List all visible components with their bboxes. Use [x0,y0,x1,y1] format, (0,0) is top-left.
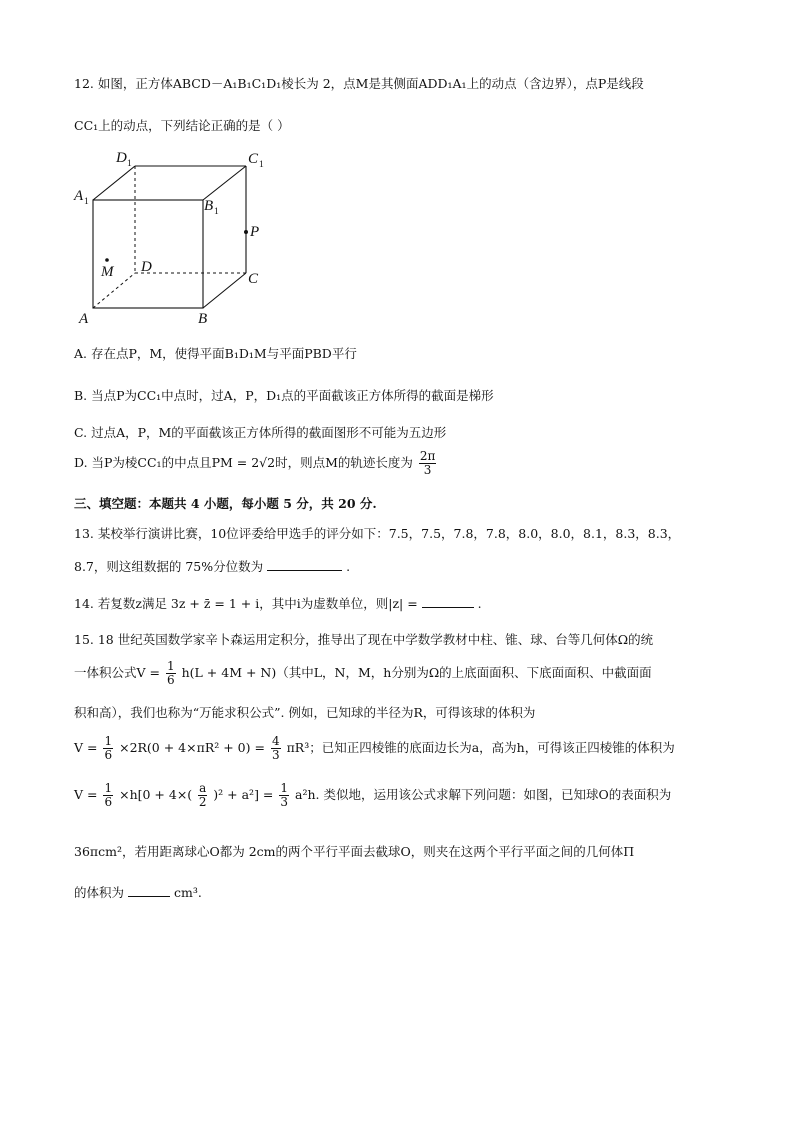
q15-line5-fraction2 [198,782,207,809]
fraction-numerator: 4 [271,734,280,748]
q15-line7-post: cm³. [173,885,202,900]
q15-line1: 15. 18 世纪英国数学家辛卜森运用定积分，推导出了现在中学数学教材中柱、锥、球、台等几何体Ω的统 [74,632,654,647]
cube-front-face [93,200,203,308]
q15-line5-pre: V = [74,787,98,802]
label-d1-sub: 1 [127,159,132,169]
q13-line1: 13. 某校举行演讲比赛，10位评委给甲选手的评分如下：7.5，7.5，7.8，7.8，8.0，8.0，8.1，8.3，8.3， [74,526,681,541]
fraction-numerator: 1 [280,781,289,795]
q12-option-d-text: D. 当P为棱CC₁的中点且PM = 2√2时，则点M的轨迹长度为 [74,455,413,470]
edge-b1c1 [203,166,246,200]
cube-figure [70,148,270,333]
fraction-numerator: 1 [104,781,113,795]
q14 [74,594,482,612]
q15-line2-pre: 一体积公式V = [74,665,160,680]
q15-line3: 积和高），我们也称为“万能求积公式”. 例如，已知球的半径为R，可得该球的体积为 [74,705,536,720]
edge-a1d1 [93,166,135,200]
fraction-denominator: 2 [198,795,207,809]
q15-line2-post: h(L + 4M + N)（其中L，N，M，h分别为Ω的上底面面积、下底面面积、中截面面 [181,665,652,680]
fraction-denominator: 6 [166,673,175,687]
label-d1: D [116,150,127,166]
q15-line6: 36πcm²，若用距离球心O都为 2cm的两个平行平面去截球O，则夹在这两个平行平面之间的几何体Π [74,844,635,859]
q12-stem-line1: 12. 如图，正方体ABCD－A₁B₁C₁D₁棱长为 2，点M是其侧面ADD₁A₁上的动点（含边界），点P是线段 [74,76,644,91]
q15-line2 [74,660,652,687]
q15-line5-mid2: )² + a²] = [213,787,274,802]
q15-line5-fraction3 [279,782,289,809]
label-a1: A [74,188,84,204]
label-p: P [250,224,260,240]
label-a1-sub: 1 [84,197,89,207]
fraction-numerator: a [199,781,207,795]
q13-line2-text: 8.7，则这组数据的 75%分位数为 [74,559,264,574]
label-b1: B [204,198,214,214]
q15-line5-fraction1 [103,782,113,809]
q13-answer-blank[interactable] [267,558,342,571]
q12-option-d [74,450,438,477]
q13-period: . [346,559,351,574]
q14-answer-blank[interactable] [422,595,474,608]
q12-option-d-fraction [419,450,437,477]
q15-line4-post: πR³；已知正四棱锥的底面边长为a，高为h，可得该正四棱锥的体积为 [286,740,675,755]
fraction-denominator: 3 [280,795,289,809]
q15-line5-post: a²h. 类似地，运用该公式求解下列问题：如图，已知球O的表面积为 [295,787,672,802]
q14-period: . [477,596,482,611]
fraction-denominator: 6 [104,795,113,809]
q13-line2 [74,557,350,575]
section-3-heading: 三、填空题：本题共 4 小题，每小题 5 分，共 20 分. [74,496,377,511]
fraction-denominator: 3 [271,748,280,762]
fraction-numerator: 1 [166,659,175,673]
q14-text: 14. 若复数z满足 3z + z̄ = 1 + i，其中i为虚数单位，则|z| = [74,596,418,611]
fraction-denominator: 3 [423,463,432,477]
fraction-denominator: 6 [104,748,113,762]
label-m: M [101,264,114,280]
q15-line5-mid1: ×h[0 + 4×( [119,787,193,802]
q15-line4-mid: ×2R(0 + 4×πR² + 0) = [119,740,265,755]
q15-line4-fraction1 [103,735,113,762]
label-b: B [198,311,208,327]
label-b1-sub: 1 [214,207,219,217]
fraction-numerator: 2π [419,449,436,463]
q15-line7-pre: 的体积为 [74,885,125,900]
q15-answer-blank[interactable] [128,884,170,897]
q12-option-b: B. 当点P为CC₁中点时，过A，P，D₁点的平面截该正方体所得的截面是梯形 [74,388,494,403]
label-c1: C [248,151,259,167]
point-p [244,230,248,234]
q15-line4-fraction2 [271,735,281,762]
q15-line2-fraction [166,660,176,687]
q15-line7 [74,883,202,901]
label-c: C [248,271,259,287]
edge-bc [203,273,246,308]
point-m [105,258,109,262]
q15-line4 [74,735,675,762]
q15-line4-pre: V = [74,740,98,755]
label-c1-sub: 1 [259,160,264,170]
q12-option-c: C. 过点A，P，M的平面截该正方体所得的截面图形不可能为五边形 [74,425,447,440]
q12-option-a: A. 存在点P，M，使得平面B₁D₁M与平面PBD平行 [74,346,357,361]
fraction-numerator: 1 [104,734,113,748]
label-a: A [79,311,89,327]
edge-ad-hidden [93,273,135,308]
q15-line5 [74,782,671,809]
label-d: D [141,259,152,275]
q12-stem-line2: CC₁上的动点，下列结论正确的是（ ） [74,118,290,133]
